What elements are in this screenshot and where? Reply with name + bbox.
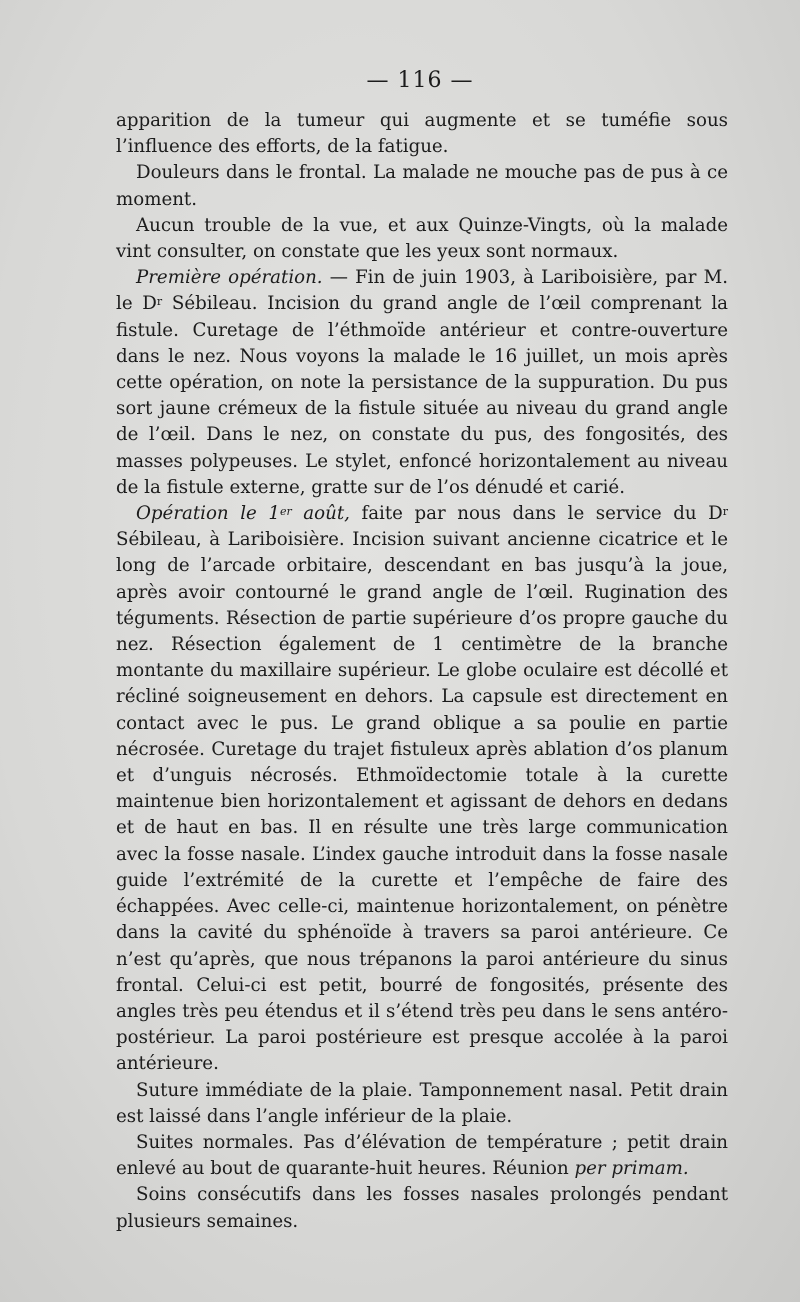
paragraph-1: apparition de la tumeur qui augmente et se tuméfie sous l’influence des efforts, de la fatigue. bbox=[116, 110, 728, 158]
paragraph-7-text: Suites normales. Pas d’élévation de température ; petit drain enlevé au bout de quarante-huit heures. Réunion bbox=[116, 1131, 728, 1180]
heading-text-a: Opération le 1 bbox=[136, 503, 280, 525]
paragraph-5-text-a: faite par nous dans le service du D bbox=[349, 503, 723, 525]
paragraph-4 bbox=[116, 265, 728, 501]
paragraph-5-text-b: Sébileau, à Lariboisière. Incision suivant ancienne cicatrice et le long de l’arcade orbitaire, descendant en bas jusqu’à la joue, après avoir contourné le grand angle de l’œil. Rugination des téguments. Résection de partie supérieure d’os propre gauche du nez. Résection également de 1 centimètre de la branche montante du maxillaire supérieur. Le globe oculaire est décollé et récliné soigneusement en dehors. La capsule est directement en contact avec le pus. Le grand oblique a sa poulie en partie nécrosée. Curetage du trajet fistuleux après ablation d’os planum et d’unguis nécrosés. Ethmoïdectomie totale à la curette maintenue bien horizontalement et agissant de dehors en dedans et de haut en bas. Il en résulte une très large communication avec la fosse nasale. L’index gauche introduit dans la fosse nasale guide l’extrémité de la curette et l’empêche de faire des échappées. Avec celle-ci, maintenue horizontalement, on pénètre dans la cavité du sphénoïde à travers sa paroi antérieure. Ce n’est qu’après, que nous trépanons la paroi antérieure du sinus frontal. Celui-ci est petit, bourré de fongosités, présente des angles très peu étendus et il s’étend très peu dans le sens antéro-postérieur. La paroi postérieure est presque accolée à la paroi antérieure. bbox=[116, 529, 728, 1075]
paragraph-2: Douleurs dans le frontal. La malade ne mouche pas de pus à ce moment. bbox=[116, 162, 728, 210]
paragraph-4-text-b: Sébileau. Incision du grand angle de l’œil comprenant la fistule. Curetage de l’éthmoïde antérieur et contre-ouverture dans le nez. Nous voyons la malade le 16 juillet, un mois après cette opération, on note la persistance de la suppuration. Du pus sort jaune crémeux de la fistule située au niveau du grand angle de l’œil. Dans le nez, on constate du pus, des fongosités, des masses polypeuses. Le stylet, enfoncé horizontalement au niveau de la fistule externe, gratte sur de l’os dénudé et carié. bbox=[116, 293, 728, 498]
paragraph-5 bbox=[116, 501, 728, 1077]
doctor-superscript: r bbox=[722, 505, 728, 519]
latin-phrase: per primam. bbox=[574, 1158, 689, 1180]
paragraph-6: Suture immédiate de la plaie. Tamponnement nasal. Petit drain est laissé dans l’angle inférieur de la plaie. bbox=[116, 1079, 728, 1127]
first-operation-heading: Première opération. bbox=[136, 267, 323, 289]
paragraph-4-text-a: — Fin de juin 1903, à Lariboisière, par M. le D bbox=[116, 267, 728, 315]
paragraph-7 bbox=[116, 1130, 728, 1182]
body-text bbox=[116, 108, 728, 1235]
paragraph-8: Soins consécutifs dans les fosses nasales prolongés pendant plusieurs semaines. bbox=[116, 1184, 728, 1232]
doctor-superscript: r bbox=[156, 295, 163, 309]
heading-text-b: août, bbox=[291, 503, 350, 525]
page-number: — 116 — bbox=[366, 68, 474, 93]
paragraph-3: Aucun trouble de la vue, et aux Quinze-Vingts, où la malade vint consulter, on constate que les yeux sont normaux. bbox=[116, 214, 728, 263]
second-operation-heading bbox=[136, 503, 350, 524]
heading-superscript: er bbox=[279, 505, 292, 519]
